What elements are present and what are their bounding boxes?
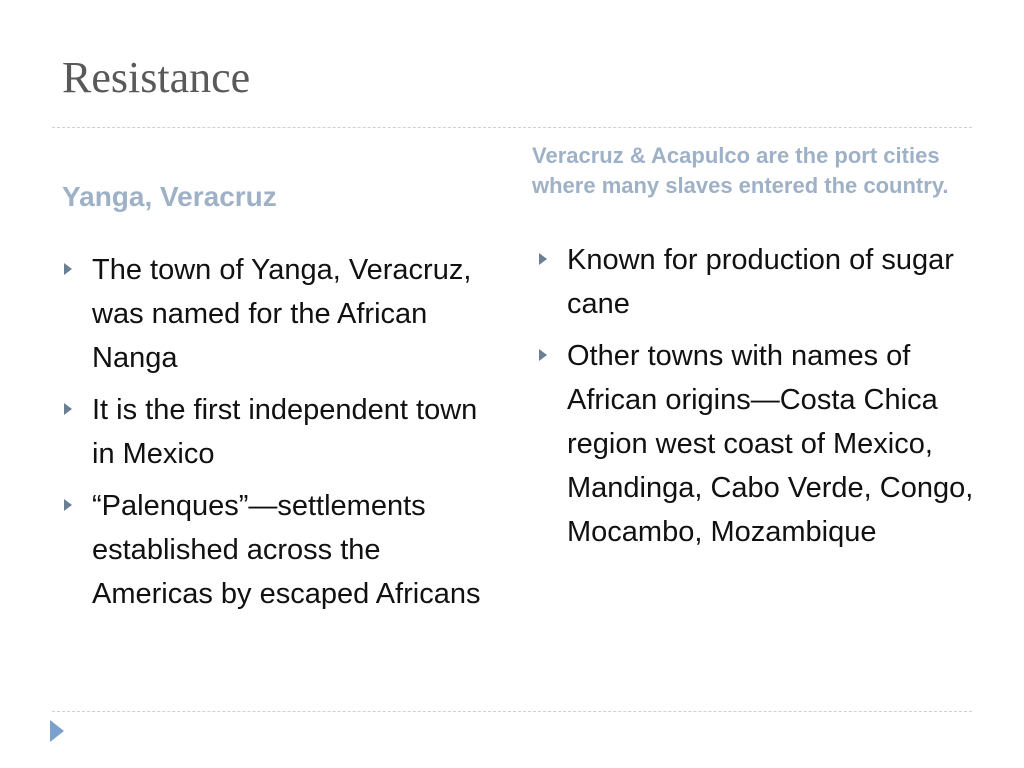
next-slide-arrow-icon[interactable] [50, 720, 64, 742]
left-bullet-list [62, 248, 492, 624]
triangle-bullet-icon [539, 349, 547, 361]
right-column-heading: Veracruz & Acapulco are the port cities where many slaves entered the country. [532, 143, 949, 198]
bullet-text: The town of Yanga, Veracruz, was named for the African Nanga [92, 254, 472, 374]
triangle-bullet-icon [539, 253, 547, 265]
bullet-text: Other towns with names of African origins—Costa Chica region west coast of Mexico, Mandinga, Cabo Verde, Congo, Mocambo, Mozambique [567, 340, 974, 548]
bullet-text: Known for production of sugar cane [567, 244, 954, 320]
bullet-item [62, 388, 492, 476]
triangle-bullet-icon [64, 499, 72, 511]
bullet-item [62, 484, 492, 616]
left-column-heading: Yanga, Veracruz [62, 181, 277, 212]
triangle-bullet-icon [64, 263, 72, 275]
triangle-bullet-icon [64, 403, 72, 415]
bullet-item [62, 248, 492, 380]
bullet-item [537, 238, 977, 326]
footer-divider [52, 711, 972, 712]
bullet-text: “Palenques”—settlements established across the Americas by escaped Africans [92, 490, 481, 610]
title-divider [52, 127, 972, 128]
right-bullet-list [537, 238, 977, 562]
bullet-text: It is the first independent town in Mexico [92, 394, 478, 470]
bullet-item [537, 334, 977, 554]
slide-title: Resistance [62, 53, 251, 102]
